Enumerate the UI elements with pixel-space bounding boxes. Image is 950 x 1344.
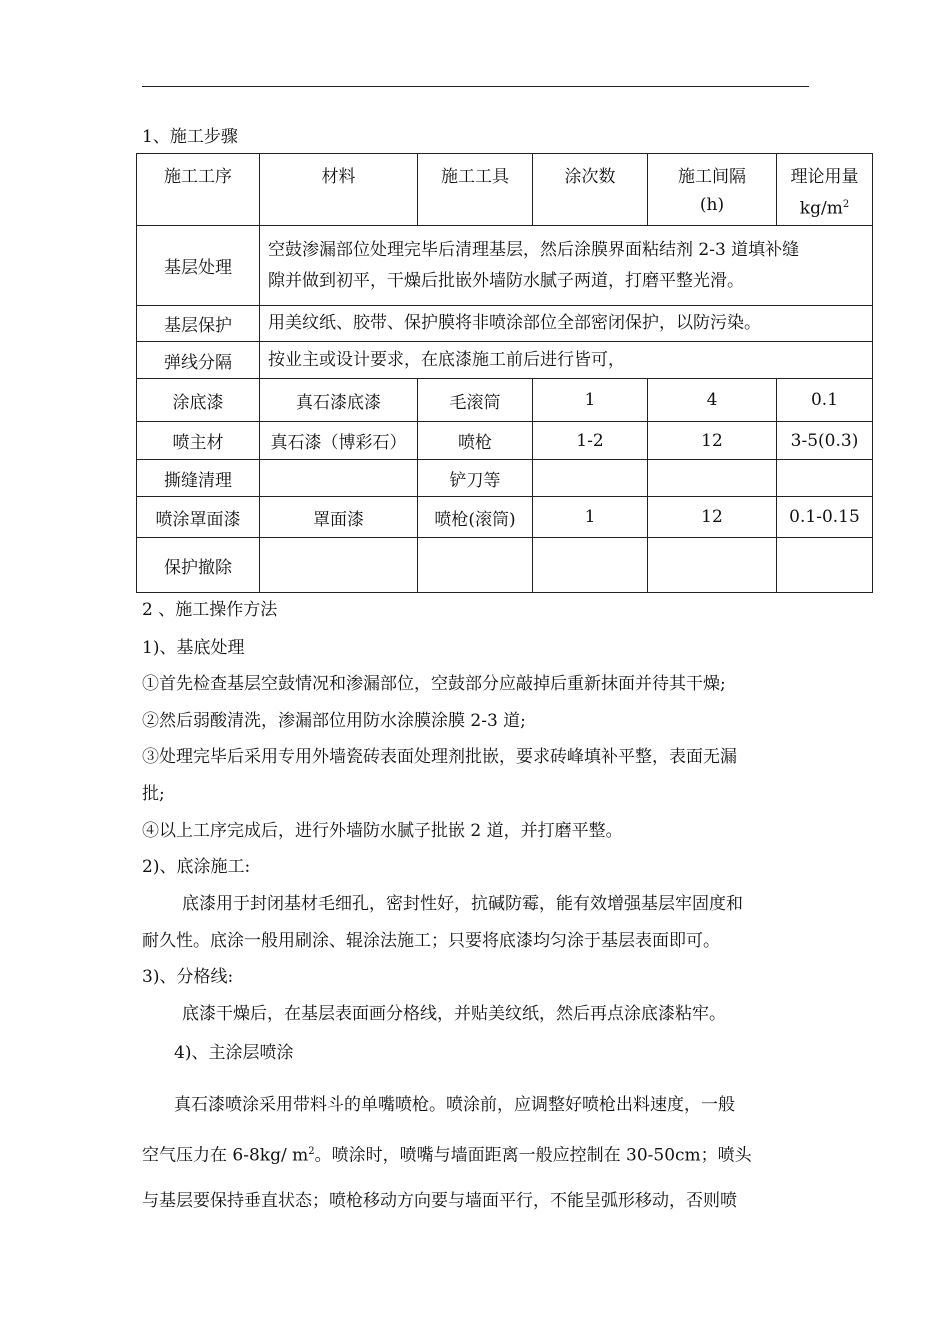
row-usage — [777, 538, 873, 593]
row-times: 1-2 — [533, 422, 648, 460]
row-usage: 3-5(0.3) — [777, 422, 873, 460]
table-row — [137, 538, 873, 593]
subsection-title: 4)、主涂层喷涂 — [174, 1043, 294, 1063]
header-usage-unit: kg/m — [799, 198, 843, 219]
row-tool: 铲刀等 — [418, 460, 533, 497]
row-interval — [648, 460, 777, 497]
paragraph-line: 与基层要保持垂直状态；喷枪移动方向要与墙面平行，不能呈弧形移动，否则喷 — [142, 1191, 737, 1211]
paragraph-line: ④以上工序完成后，进行外墙防水腻子批嵌 2 道，并打磨平整。 — [142, 821, 623, 841]
paragraph-segment: 。喷涂时，喷嘴与墙面距离一般应控制在 30-50cm；喷头 — [314, 1145, 752, 1166]
header-tool: 施工工具 — [418, 154, 533, 226]
row-description-line: 隙并做到初平，干燥后批嵌外墙防水腻子两道，打磨平整光滑。 — [268, 270, 744, 291]
paragraph-line: ②然后弱酸清洗，渗漏部位用防水涂膜涂膜 2-3 道; — [142, 711, 526, 731]
row-times: 1 — [533, 379, 648, 422]
header-interval-unit: (h) — [699, 195, 725, 215]
row-interval: 12 — [648, 422, 777, 460]
row-tool: 毛滚筒 — [418, 379, 533, 422]
row-interval: 4 — [648, 379, 777, 422]
row-times — [533, 538, 648, 593]
header-interval — [648, 154, 777, 226]
row-times — [533, 460, 648, 497]
row-material: 罩面漆 — [260, 497, 418, 538]
paragraph-line: 底漆干燥后，在基层表面画分格线，并贴美纹纸，然后再点涂底漆粘牢。 — [182, 1004, 726, 1024]
section1-title: 1、施工步骤 — [142, 127, 238, 147]
row-process: 弹线分隔 — [137, 342, 260, 379]
row-interval — [648, 538, 777, 593]
subsection-title: 2)、底涂施工: — [142, 857, 251, 877]
row-description: 按业主或设计要求，在底漆施工前后进行皆可， — [260, 342, 873, 379]
row-process: 保护撤除 — [137, 538, 260, 593]
row-tool: 喷枪 — [418, 422, 533, 460]
row-times: 1 — [533, 497, 648, 538]
table-row — [137, 342, 873, 379]
header-usage-unit-sup: 2 — [842, 199, 850, 210]
paragraph-line — [142, 1141, 752, 1167]
subsection-title: 1)、基底处理 — [142, 638, 245, 658]
row-description — [260, 226, 873, 306]
header-process: 施工工序 — [137, 154, 260, 226]
section2-title: 2 、施工操作方法 — [142, 600, 278, 620]
row-process: 喷主材 — [137, 422, 260, 460]
paragraph-line: 底漆用于封闭基材毛细孔，密封性好，抗碱防霉，能有效增强基层牢固度和 — [182, 894, 743, 914]
header-interval-label: 施工间隔 — [678, 167, 746, 187]
row-material — [260, 538, 418, 593]
paragraph-line: 批; — [142, 784, 165, 804]
table-row — [137, 379, 873, 422]
row-material — [260, 460, 418, 497]
row-usage — [777, 460, 873, 497]
header-usage-label: 理论用量 — [790, 167, 859, 187]
row-description-line: 空鼓渗漏部位处理完毕后清理基层，然后涂膜界面粘结剂 2-3 道填补缝 — [268, 239, 800, 260]
table-header-row — [137, 154, 873, 226]
row-tool: 喷枪(滚筒) — [418, 497, 533, 538]
table-row — [137, 497, 873, 538]
paragraph-line: ①首先检查基层空鼓情况和渗漏部位，空鼓部分应敲掉后重新抹面并待其干燥; — [142, 674, 726, 694]
paragraph-segment: 空气压力在 6-8kg/ m — [142, 1145, 309, 1166]
paragraph-line: 真石漆喷涂采用带料斗的单嘴喷枪。喷涂前，应调整好喷枪出料速度，一般 — [174, 1095, 735, 1115]
construction-steps-table — [136, 153, 873, 593]
paragraph-line: 耐久性。底涂一般用刷涂、辊涂法施工；只要将底漆均匀涂于基层表面即可。 — [142, 931, 720, 951]
table-row — [137, 226, 873, 306]
header-times: 涂次数 — [533, 154, 648, 226]
row-process: 基层保护 — [137, 306, 260, 342]
row-usage: 0.1-0.15 — [777, 497, 873, 538]
row-process: 喷涂罩面漆 — [137, 497, 260, 538]
row-material: 真石漆（博彩石） — [260, 422, 418, 460]
row-process: 基层处理 — [137, 226, 260, 306]
row-usage: 0.1 — [777, 379, 873, 422]
table-row — [137, 460, 873, 497]
header-material: 材料 — [260, 154, 418, 226]
row-material: 真石漆底漆 — [260, 379, 418, 422]
row-process: 涂底漆 — [137, 379, 260, 422]
header-rule — [142, 86, 809, 87]
paragraph-line: ③处理完毕后采用专用外墙瓷砖表面处理剂批嵌，要求砖峰填补平整，表面无漏 — [142, 747, 737, 767]
superscript: 2 — [308, 1146, 315, 1157]
header-usage — [777, 154, 873, 226]
table-row — [137, 422, 873, 460]
row-interval: 12 — [648, 497, 777, 538]
row-tool — [418, 538, 533, 593]
table-row — [137, 306, 873, 342]
row-process: 撕缝清理 — [137, 460, 260, 497]
subsection-title: 3)、分格线: — [142, 967, 234, 987]
row-description: 用美纹纸、胶带、保护膜将非喷涂部位全部密闭保护，以防污染。 — [260, 306, 873, 342]
